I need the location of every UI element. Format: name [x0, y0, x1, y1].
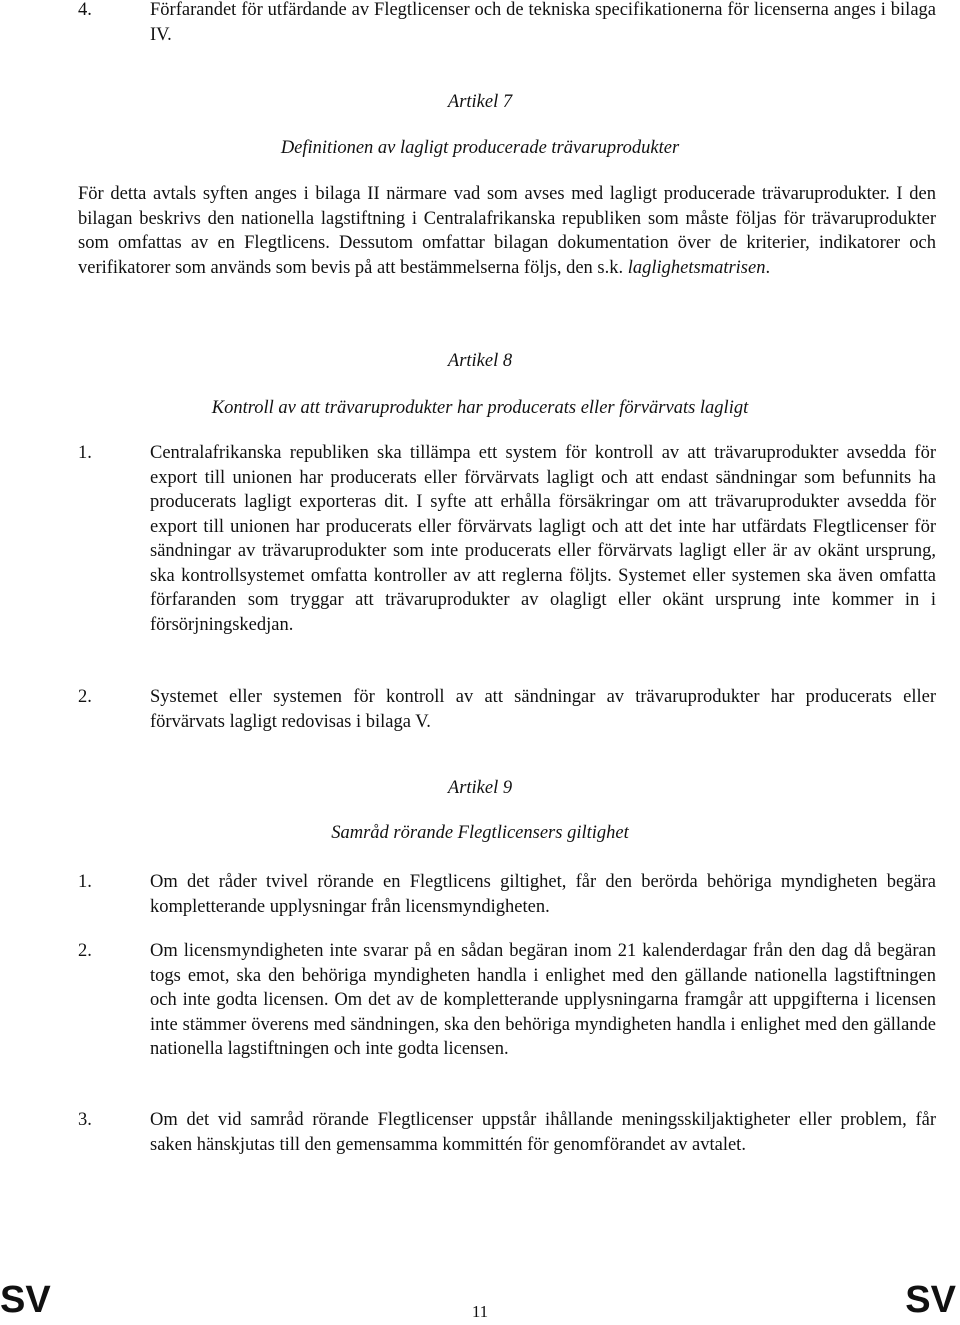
article-9-item-2-text: Om licensmyndigheten inte svarar på en sådan begäran inom 21 kalenderdagar från den dag då begäran togs emot, ska den behöriga myndigheten handla i enlighet med den gällande nationella lagstiftningen och inte godta licensen. Om det av de kompletterande upplysningarna framgår att uppgifterna i licensen inte stämmer överens med sändningen, ska den behöriga myndigheten handla i enlighet med den gällande nationella lagstiftningen och inte godta licensen. [150, 941, 936, 1059]
article-8-item-1-text: Centralafrikanska republiken ska tillämpa ett system för kontroll av att trävaruprodukter avsedda för export till unionen har producerats eller förvärvats lagligt och att endast sändningar som befunnits ha producerats lagligt exporteras dit. I syfte att erhålla försäkringar om att trävaruprodukter avsedda för export till unionen har producerats eller förvärvats lagligt och att det inte har utfärdats Flegtlicenser för sändningar av trävaruprodukter som inte producerats eller förvärvats lagligt eller är av okänt ursprung, ska kontrollsystemet omfatta kontroller av att reglerna följts. Systemet eller systemen ska även omfatta förfaranden som tryggar att trävaruprodukter av olagligt eller okänt ursprung inte kommer in i försörjningskedjan. [150, 443, 936, 635]
page-number: 11 [471, 1302, 489, 1321]
language-code-left: SV [0, 1279, 51, 1321]
article-7-title: Definitionen av lagligt producerade trävaruprodukter [280, 138, 680, 158]
article-8-item-2-number: 2. [78, 687, 92, 707]
article-9-item-1-text: Om det råder tvivel rörande en Flegtlicens giltighet, får den berörda behöriga myndigheten begära kompletterande upplysningar från licensmyndigheten. [150, 872, 936, 917]
article-9-item-3-number: 3. [78, 1110, 92, 1130]
article-9-item-3-text: Om det vid samråd rörande Flegtlicenser uppstår ihållande meningsskiljaktigheter eller problem, får saken hänskjutas till den gemensamma kommittén för genomförandet av avtalet. [150, 1110, 936, 1155]
article-8-item-2-text: Systemet eller systemen för kontroll av att sändningar av trävaruprodukter har producerats eller förvärvats lagligt redovisas i bilaga V. [150, 687, 936, 732]
article-8-heading: Artikel 8 [447, 351, 513, 371]
article-7-heading: Artikel 7 [447, 92, 513, 112]
article-8-title: Kontroll av att trävaruprodukter har producerats eller förvärvats lagligt [211, 398, 749, 418]
article-9-item-2-number: 2. [78, 941, 92, 961]
item-number: 4. [78, 0, 92, 20]
article-9-heading: Artikel 9 [447, 778, 513, 798]
article-7-end: . [765, 257, 771, 278]
article-8-item-1-number: 1. [78, 443, 92, 463]
language-code-right: SV [905, 1279, 956, 1321]
item-text: Förfarandet för utfärdande av Flegtlicenser och de tekniska specifikationerna för licenserna anges i bilaga IV. [150, 0, 936, 45]
article-9-item-1-number: 1. [78, 872, 92, 892]
article-7-italic-term: laglighetsmatrisen [627, 257, 766, 278]
article-7-paragraph [78, 182, 936, 280]
article-7-text: För detta avtals syften anges i bilaga II närmare vad som avses med lagligt producerade trävaruprodukter. I den bilagan beskrivs den nationella lagstiftning i Centralafrikanska republiken som måste följas för trävaruprodukter som omfattas av en Flegtlicens. Dessutom omfattar bilagan dokumentation över de kriterier, indikatorer och verifikatorer som används som bevis på att bestämmelserna följs, den s.k. [78, 184, 936, 278]
article-9-title: Samråd rörande Flegtlicensers giltighet [331, 823, 629, 843]
